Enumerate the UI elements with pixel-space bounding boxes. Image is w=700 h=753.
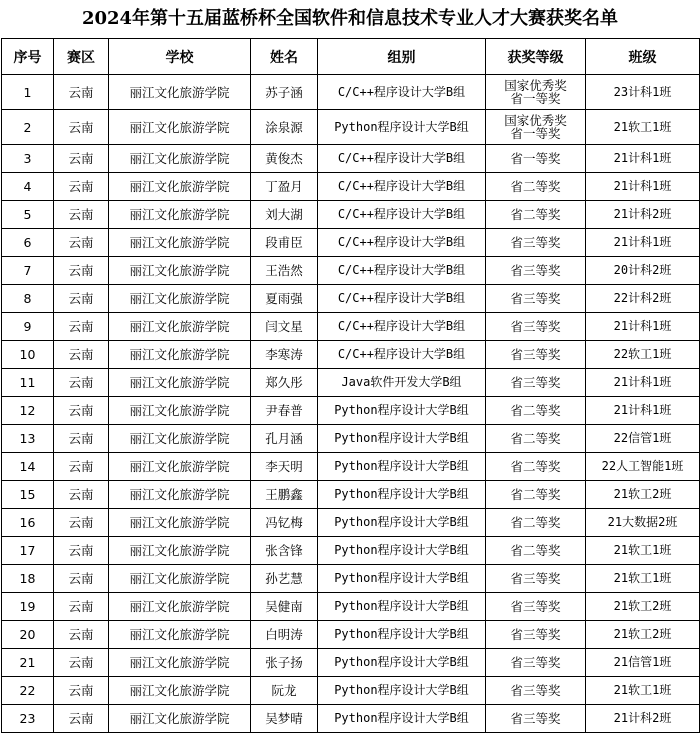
cell-award [486,313,586,341]
cell-no: 3 [2,145,54,173]
cell-school: 丽江文化旅游学院 [109,425,251,453]
cell-award [486,621,586,649]
cell-school: 丽江文化旅游学院 [109,313,251,341]
cell-school: 丽江文化旅游学院 [109,397,251,425]
table-row [2,537,700,565]
cell-name: 涂泉源 [251,110,318,145]
cell-school: 丽江文化旅游学院 [109,537,251,565]
cell-no: 22 [2,677,54,705]
cell-no: 20 [2,621,54,649]
cell-region: 云南 [54,201,109,229]
cell-school: 丽江文化旅游学院 [109,201,251,229]
cell-class: 21计科1班 [586,145,700,173]
cell-name: 李寒涛 [251,341,318,369]
cell-group: Java软件开发大学B组 [318,369,486,397]
award-line: 省三等奖 [510,375,561,390]
table-body [2,75,700,733]
cell-class: 23计科1班 [586,75,700,110]
cell-award [486,285,586,313]
award-line: 省二等奖 [510,179,561,194]
table-row [2,425,700,453]
award-line: 省三等奖 [510,599,561,614]
award-line: 省三等奖 [510,291,561,306]
table-row [2,110,700,145]
cell-no: 4 [2,173,54,201]
cell-award [486,453,586,481]
cell-region: 云南 [54,565,109,593]
cell-no: 11 [2,369,54,397]
table-row [2,593,700,621]
table-row [2,649,700,677]
cell-group: Python程序设计大学B组 [318,110,486,145]
award-line: 省三等奖 [510,655,561,670]
cell-region: 云南 [54,397,109,425]
cell-no: 8 [2,285,54,313]
cell-award [486,677,586,705]
table-row [2,313,700,341]
cell-award [486,341,586,369]
cell-school: 丽江文化旅游学院 [109,257,251,285]
cell-region: 云南 [54,285,109,313]
cell-no: 6 [2,229,54,257]
cell-group: C/C++程序设计大学B组 [318,201,486,229]
table-row [2,565,700,593]
cell-group: Python程序设计大学B组 [318,453,486,481]
award-line: 省二等奖 [510,543,561,558]
cell-class: 22计科2班 [586,285,700,313]
cell-region: 云南 [54,75,109,110]
cell-award [486,537,586,565]
cell-name: 闫文星 [251,313,318,341]
header-class: 班级 [586,39,700,75]
cell-region: 云南 [54,509,109,537]
cell-school: 丽江文化旅游学院 [109,369,251,397]
cell-group: C/C++程序设计大学B组 [318,257,486,285]
cell-no: 17 [2,537,54,565]
cell-no: 18 [2,565,54,593]
award-line: 省三等奖 [510,235,561,250]
cell-no: 16 [2,509,54,537]
table-row [2,341,700,369]
cell-group: C/C++程序设计大学B组 [318,173,486,201]
table-row [2,145,700,173]
cell-name: 郑久彤 [251,369,318,397]
award-line: 省三等奖 [510,627,561,642]
cell-group: C/C++程序设计大学B组 [318,145,486,173]
cell-class: 21计科1班 [586,313,700,341]
table-header-row [2,39,700,75]
cell-name: 白明涛 [251,621,318,649]
cell-school: 丽江文化旅游学院 [109,649,251,677]
cell-class: 21计科1班 [586,397,700,425]
award-line: 国家优秀奖 [504,113,567,128]
cell-school: 丽江文化旅游学院 [109,481,251,509]
cell-no: 7 [2,257,54,285]
cell-region: 云南 [54,453,109,481]
cell-award [486,201,586,229]
award-line: 省二等奖 [510,403,561,418]
table-row [2,509,700,537]
cell-name: 李天明 [251,453,318,481]
cell-school: 丽江文化旅游学院 [109,145,251,173]
table-row [2,397,700,425]
table-row [2,621,700,649]
award-line: 省二等奖 [510,459,561,474]
cell-school: 丽江文化旅游学院 [109,285,251,313]
cell-name: 吴健南 [251,593,318,621]
cell-award [486,397,586,425]
cell-award [486,75,586,110]
award-line: 国家优秀奖 [504,78,567,93]
cell-no: 19 [2,593,54,621]
cell-group: C/C++程序设计大学B组 [318,313,486,341]
award-line: 省三等奖 [510,319,561,334]
header-name: 姓名 [251,39,318,75]
cell-school: 丽江文化旅游学院 [109,110,251,145]
cell-name: 丁盈月 [251,173,318,201]
cell-name: 段甫臣 [251,229,318,257]
cell-no: 2 [2,110,54,145]
table-row [2,369,700,397]
table-row [2,75,700,110]
cell-class: 22软工1班 [586,341,700,369]
header-award: 获奖等级 [486,39,586,75]
cell-name: 夏雨强 [251,285,318,313]
cell-school: 丽江文化旅游学院 [109,173,251,201]
cell-school: 丽江文化旅游学院 [109,565,251,593]
cell-no: 13 [2,425,54,453]
header-no: 序号 [2,39,54,75]
cell-group: Python程序设计大学B组 [318,425,486,453]
cell-group: Python程序设计大学B组 [318,537,486,565]
cell-no: 9 [2,313,54,341]
cell-award [486,145,586,173]
cell-group: Python程序设计大学B组 [318,621,486,649]
cell-region: 云南 [54,621,109,649]
table-row [2,481,700,509]
cell-school: 丽江文化旅游学院 [109,229,251,257]
page-title: 2024年第十五届蓝桥杯全国软件和信息技术专业人才大赛获奖名单 [81,8,619,29]
cell-group: Python程序设计大学B组 [318,565,486,593]
cell-region: 云南 [54,229,109,257]
cell-school: 丽江文化旅游学院 [109,593,251,621]
cell-name: 刘大湖 [251,201,318,229]
cell-region: 云南 [54,425,109,453]
cell-region: 云南 [54,257,109,285]
cell-class: 21计科1班 [586,369,700,397]
table-row [2,705,700,733]
cell-group: C/C++程序设计大学B组 [318,341,486,369]
cell-class: 22人工智能1班 [586,453,700,481]
cell-no: 12 [2,397,54,425]
award-line: 省三等奖 [510,347,561,362]
cell-no: 15 [2,481,54,509]
cell-no: 21 [2,649,54,677]
cell-no: 5 [2,201,54,229]
header-group: 组别 [318,39,486,75]
cell-name: 孙艺慧 [251,565,318,593]
table-row [2,173,700,201]
cell-no: 14 [2,453,54,481]
cell-name: 张子扬 [251,649,318,677]
cell-name: 王鹏鑫 [251,481,318,509]
cell-class: 21软工2班 [586,593,700,621]
cell-region: 云南 [54,341,109,369]
cell-group: C/C++程序设计大学B组 [318,75,486,110]
cell-class: 21软工2班 [586,481,700,509]
award-line: 省一等奖 [510,91,561,106]
cell-award [486,593,586,621]
cell-region: 云南 [54,481,109,509]
cell-group: Python程序设计大学B组 [318,397,486,425]
cell-group: Python程序设计大学B组 [318,649,486,677]
cell-class: 21计科1班 [586,229,700,257]
cell-no: 1 [2,75,54,110]
cell-class: 21软工1班 [586,537,700,565]
award-line: 省二等奖 [510,431,561,446]
cell-school: 丽江文化旅游学院 [109,509,251,537]
cell-award [486,425,586,453]
cell-school: 丽江文化旅游学院 [109,453,251,481]
cell-award [486,565,586,593]
table-row [2,229,700,257]
cell-name: 孔月涵 [251,425,318,453]
cell-award [486,509,586,537]
cell-region: 云南 [54,313,109,341]
cell-school: 丽江文化旅游学院 [109,341,251,369]
award-line: 省一等奖 [510,126,561,141]
cell-region: 云南 [54,649,109,677]
cell-group: Python程序设计大学B组 [318,593,486,621]
cell-name: 吴梦晴 [251,705,318,733]
award-line: 省三等奖 [510,711,561,726]
cell-award [486,173,586,201]
table-row [2,453,700,481]
cell-name: 苏子涵 [251,75,318,110]
cell-school: 丽江文化旅游学院 [109,677,251,705]
cell-region: 云南 [54,677,109,705]
table-row [2,677,700,705]
cell-no: 23 [2,705,54,733]
cell-group: Python程序设计大学B组 [318,677,486,705]
cell-class: 21计科1班 [586,173,700,201]
table-row [2,201,700,229]
cell-award [486,257,586,285]
cell-award [486,110,586,145]
cell-class: 21软工1班 [586,565,700,593]
cell-name: 阮龙 [251,677,318,705]
header-region: 赛区 [54,39,109,75]
cell-name: 王浩然 [251,257,318,285]
cell-class: 21计科2班 [586,201,700,229]
cell-region: 云南 [54,369,109,397]
cell-class: 21软工1班 [586,677,700,705]
cell-name: 黄俊杰 [251,145,318,173]
cell-class: 21信管1班 [586,649,700,677]
table-row [2,285,700,313]
cell-class: 21软工1班 [586,110,700,145]
cell-school: 丽江文化旅游学院 [109,621,251,649]
cell-class: 22信管1班 [586,425,700,453]
cell-region: 云南 [54,593,109,621]
award-line: 省二等奖 [510,515,561,530]
award-table [1,38,700,733]
table-row [2,257,700,285]
cell-name: 张含锋 [251,537,318,565]
cell-region: 云南 [54,705,109,733]
cell-group: Python程序设计大学B组 [318,705,486,733]
cell-name: 冯钇梅 [251,509,318,537]
cell-region: 云南 [54,537,109,565]
cell-award [486,229,586,257]
cell-class: 20计科2班 [586,257,700,285]
cell-group: C/C++程序设计大学B组 [318,229,486,257]
cell-class: 21计科2班 [586,705,700,733]
cell-group: C/C++程序设计大学B组 [318,285,486,313]
cell-school: 丽江文化旅游学院 [109,75,251,110]
cell-award [486,705,586,733]
cell-no: 10 [2,341,54,369]
cell-class: 21软工2班 [586,621,700,649]
cell-region: 云南 [54,110,109,145]
cell-award [486,649,586,677]
cell-region: 云南 [54,145,109,173]
cell-name: 尹春普 [251,397,318,425]
cell-award [486,481,586,509]
cell-group: Python程序设计大学B组 [318,509,486,537]
award-line: 省二等奖 [510,487,561,502]
award-line: 省三等奖 [510,263,561,278]
cell-group: Python程序设计大学B组 [318,481,486,509]
award-line: 省二等奖 [510,207,561,222]
cell-school: 丽江文化旅游学院 [109,705,251,733]
award-line: 省三等奖 [510,683,561,698]
header-school: 学校 [109,39,251,75]
award-line: 省三等奖 [510,571,561,586]
cell-region: 云南 [54,173,109,201]
award-line: 省一等奖 [510,151,561,166]
cell-class: 21大数据2班 [586,509,700,537]
cell-award [486,369,586,397]
